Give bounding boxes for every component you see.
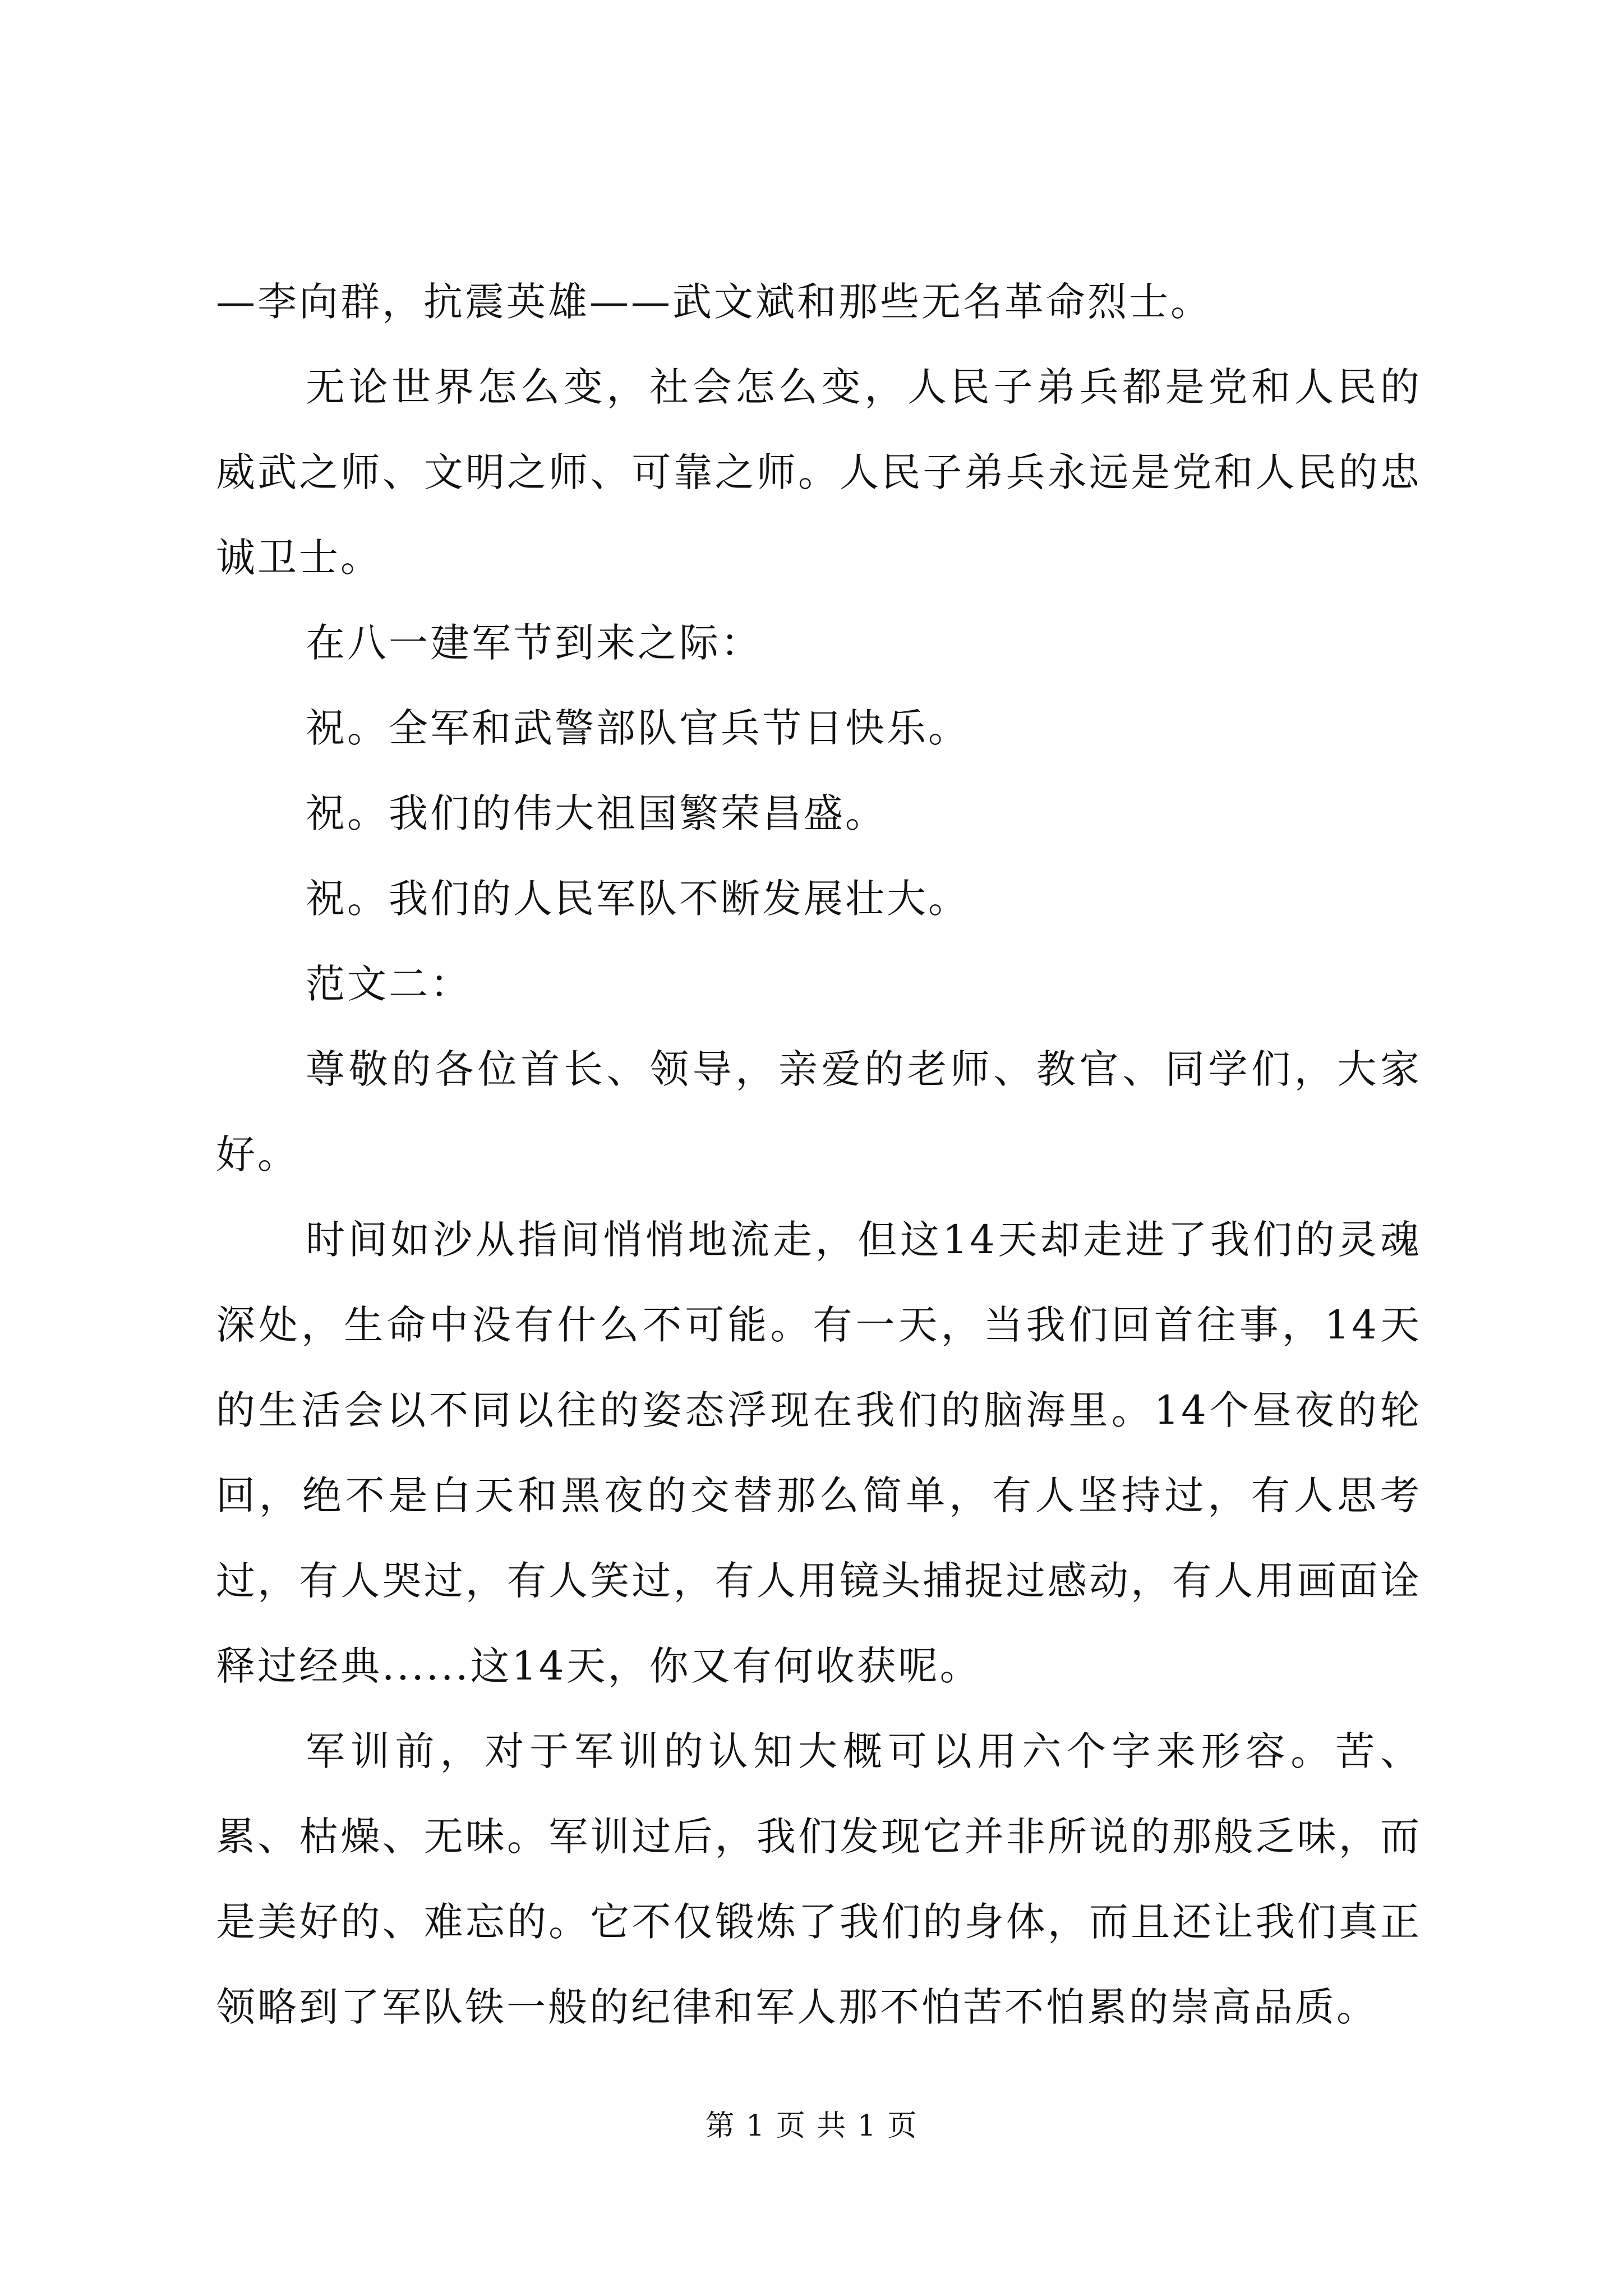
paragraph-4: 祝。全军和武警部队官兵节日快乐。: [306, 705, 970, 751]
document-body: [216, 259, 1422, 2050]
paragraph-5: 祝。我们的伟大祖国繁荣昌盛。: [306, 790, 887, 836]
paragraph-3: 在八一建军节到来之际：: [306, 620, 762, 666]
section-heading: 范文二：: [306, 961, 472, 1007]
paragraph-8: 尊敬的各位首长、领导，亲爱的老师、教官、同学们，大家好。: [216, 1046, 1422, 1177]
paragraph-9: 时间如沙从指间悄悄地流走，但这14天却走进了我们的灵魂深处，生命中没有什么不可能。有一天，当我们回首往事，14天的生活会以不同以往的姿态浮现在我们的脑海里。14个昼夜的轮回，绝不是白天和黑夜的交替那么简单，有人坚持过，有人思考过，有人哭过，有人笑过，有人用镜头捕捉过感动，有人用画面诠释过经典......这14天，你又有何收获呢。: [216, 1217, 1422, 1689]
page-footer: 第 1 页 共 1 页: [705, 2109, 918, 2143]
paragraph-2: 无论世界怎么变，社会怎么变，人民子弟兵都是党和人民的威武之师、文明之师、可靠之师。人民子弟兵永远是党和人民的忠诚卫士。: [216, 364, 1422, 581]
paragraph-6: 祝。我们的人民军队不断发展壮大。: [306, 876, 970, 922]
paragraph-10: 军训前，对于军训的认知大概可以用六个字来形容。苦、累、枯燥、无味。军训过后，我们发现它并非所说的那般乏味，而是美好的、难忘的。它不仅锻炼了我们的身体，而且还让我们真正领略到了军队铁一般的纪律和军人那不怕苦不怕累的崇高品质。: [216, 1728, 1422, 2030]
paragraph-1: —李向群，抗震英雄——武文斌和那些无名革命烈士。: [216, 279, 1212, 325]
